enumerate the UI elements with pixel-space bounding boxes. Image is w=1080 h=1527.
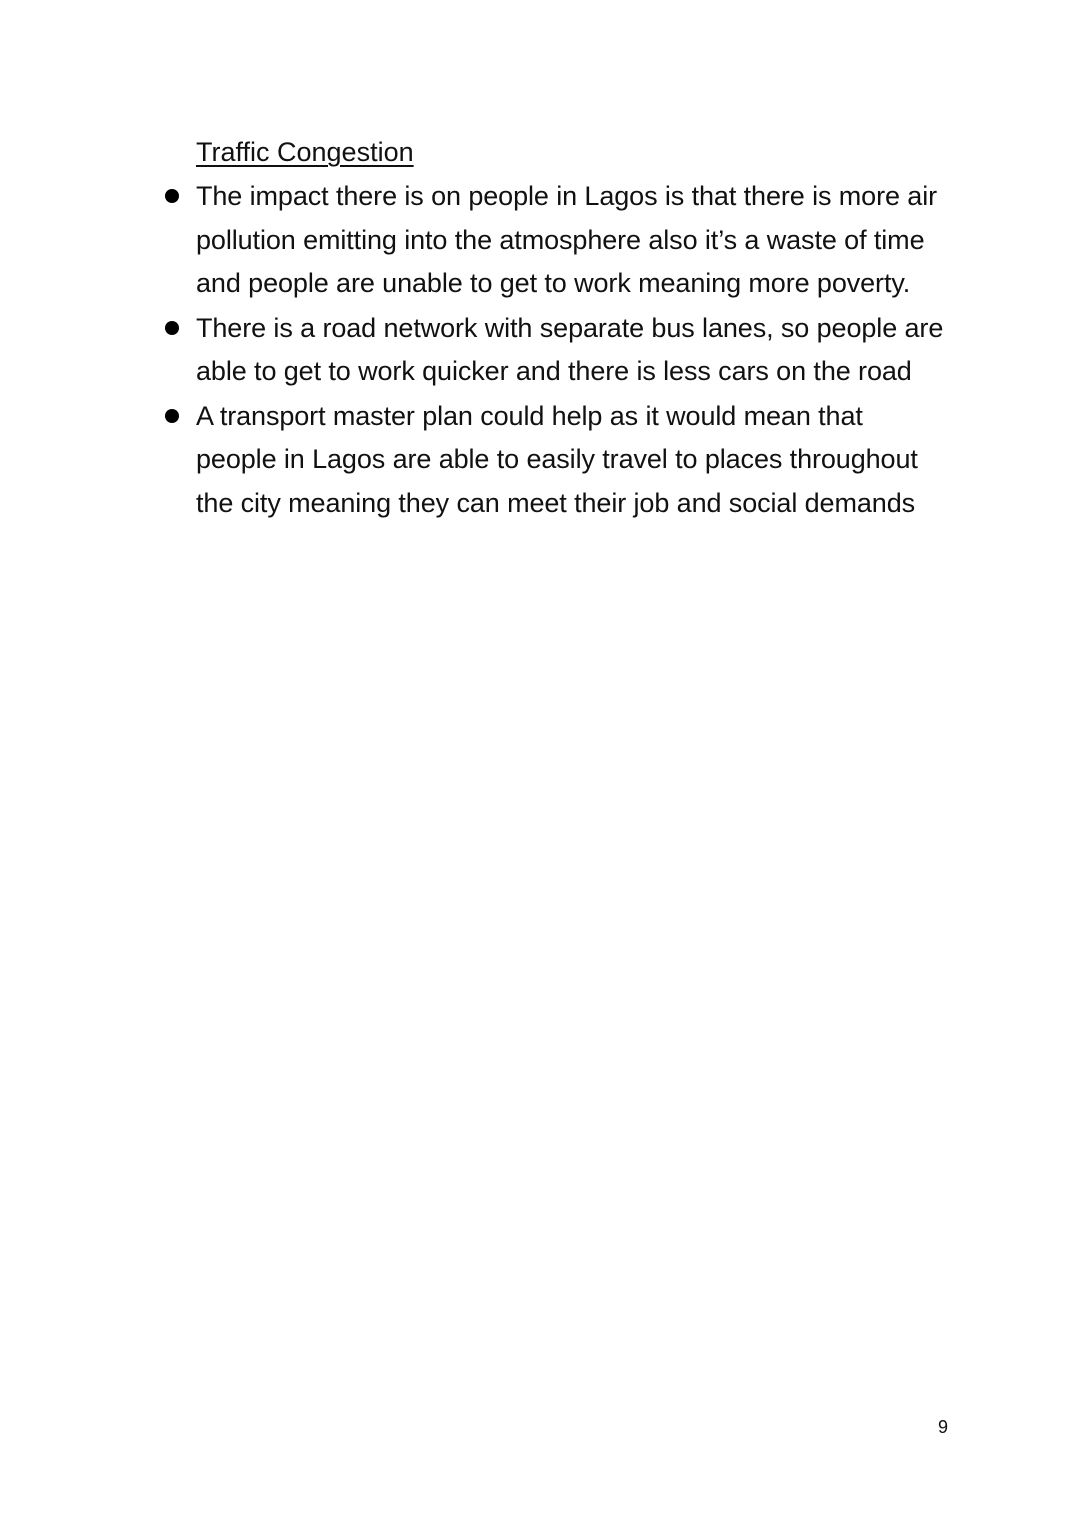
bullet-text: There is a road network with separate bus lanes, so people are able to get to work quicker and there is less cars on the road — [196, 312, 944, 386]
bullet-list — [160, 175, 950, 525]
bullet-item — [160, 175, 950, 306]
page-number: 9 — [938, 1417, 949, 1437]
bullet-item — [160, 307, 950, 394]
bullet-item — [160, 395, 950, 526]
bullet-text: A transport master plan could help as it would mean that people in Lagos are able to easily travel to places throughout the city meaning they can meet their job and social demands — [196, 400, 918, 518]
section-heading: Traffic Congestion — [196, 137, 414, 167]
bullet-icon — [165, 321, 179, 335]
bullet-text: The impact there is on people in Lagos is that there is more air pollution emitting into the atmosphere also it’s a waste of time and people are unable to get to work meaning more poverty. — [196, 181, 937, 298]
bullet-icon — [165, 189, 179, 203]
bullet-icon — [165, 409, 179, 423]
